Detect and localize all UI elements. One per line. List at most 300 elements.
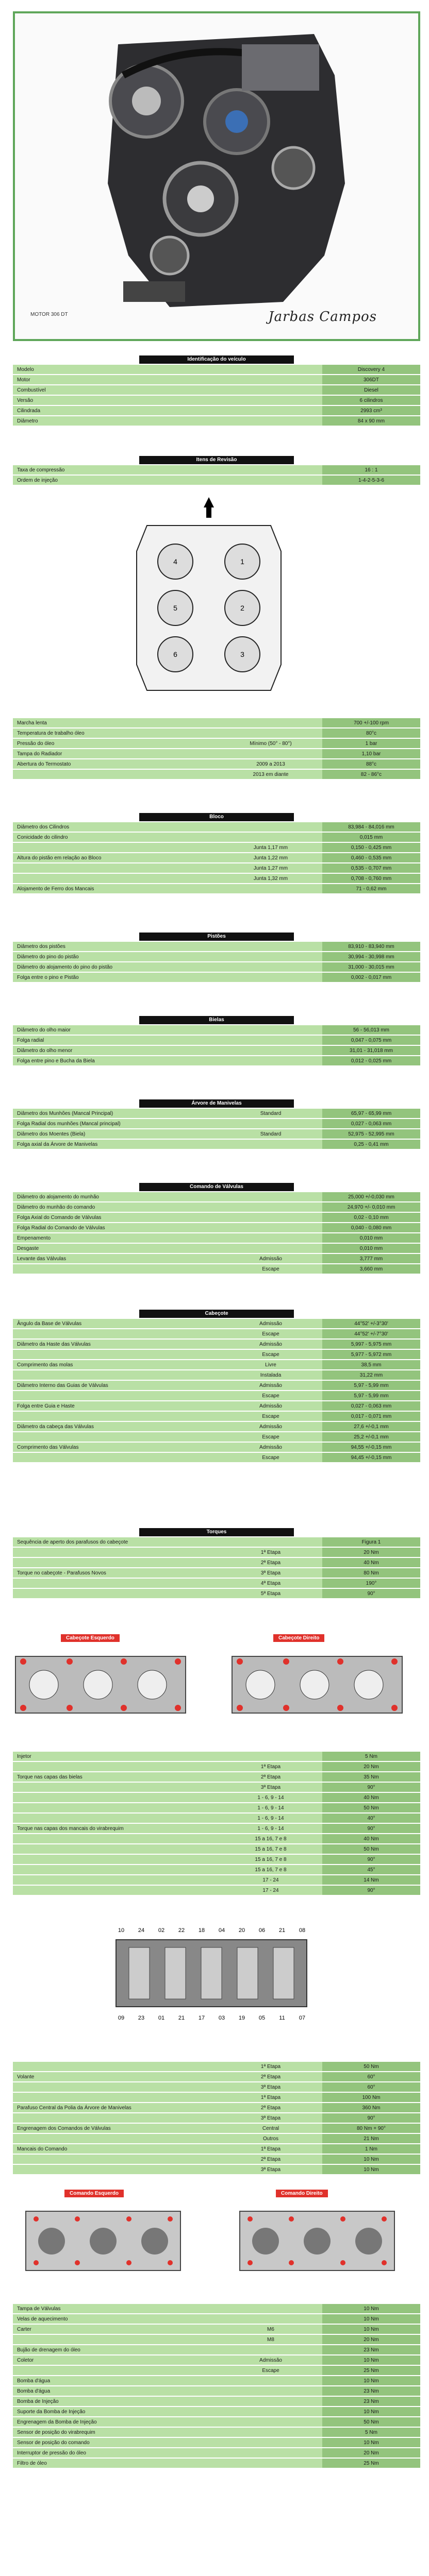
mancais-cell: 17 - 24 — [219, 1875, 322, 1885]
virabrequim-cell: 0,25 - 0,41 mm — [322, 1140, 420, 1149]
finais-cell: 23 Nm — [322, 2397, 420, 2406]
cabecote-cell — [13, 1350, 219, 1359]
volante-cell: 2ª Etapa — [219, 2155, 322, 2164]
bolt-number: 10 — [118, 1927, 125, 1934]
ident-cell: Cilindrada — [13, 406, 322, 415]
bloco-cell — [13, 843, 219, 852]
pistao-cell: 31,000 - 30,015 mm — [322, 962, 420, 972]
ident-cell: Discovery 4 — [322, 365, 420, 374]
cabecote-cell: 0,027 - 0,063 mm — [322, 1401, 420, 1411]
comando-cell: Levante das Válvulas — [13, 1254, 219, 1263]
volante-cell: Mancais do Comando — [13, 2144, 219, 2154]
cabecote-cell: Diâmetro da Haste das Válvulas — [13, 1340, 219, 1349]
virabrequim-cell: Standard — [219, 1109, 322, 1118]
mancais-row — [13, 1762, 420, 1771]
mancais-cell: 35 Nm — [322, 1772, 420, 1782]
cabecote-cell: Folga entre Guia e Haste — [13, 1401, 219, 1411]
volante-row — [13, 2124, 420, 2133]
cabecote-cell: Diâmetro da cabeça das Válvulas — [13, 1422, 219, 1431]
finais-cell: 10 Nm — [322, 2376, 420, 2385]
virabrequim-cell: Standard — [219, 1129, 322, 1139]
cabecote-cell: Escape — [219, 1350, 322, 1359]
cabecote-cell: Admissão — [219, 1422, 322, 1431]
volante-cell: 360 Nm — [322, 2103, 420, 2112]
cabecote-cell: Admissão — [219, 1401, 322, 1411]
comando-row — [13, 1192, 420, 1201]
cabecote-row — [13, 1432, 420, 1442]
ident-cell: Motor — [13, 375, 322, 384]
values-table — [13, 717, 420, 780]
pistao-row — [13, 942, 420, 951]
torques-row — [13, 1568, 420, 1578]
comando-section — [13, 1183, 420, 1275]
comando-row — [13, 1223, 420, 1232]
mancais-cell: 1 - 6, 9 - 14 — [219, 1793, 322, 1802]
cabecote-cell: 5,977 - 5,972 mm — [322, 1350, 420, 1359]
ident-header: Identificação do veículo — [139, 355, 294, 364]
biela-header: Bielas — [139, 1016, 294, 1024]
bolt-number: 21 — [278, 1927, 286, 1934]
bloco-cell: Junta 1,27 mm — [219, 863, 322, 873]
volante-row — [13, 2113, 420, 2123]
biela-cell: 31,01 - 31,018 mm — [322, 1046, 420, 1055]
cabecote-cell: Admissão — [219, 1340, 322, 1349]
torques-cell — [13, 1589, 219, 1598]
pistao-row — [13, 962, 420, 972]
finais-cell: Escape — [219, 2366, 322, 2375]
bloco-cell: 0,535 - 0,707 mm — [322, 863, 420, 873]
finais-row — [13, 2417, 420, 2427]
finais-row — [13, 2386, 420, 2396]
mancais-row — [13, 1886, 420, 1895]
cabecote-cell: 25,2 +/-0,1 mm — [322, 1432, 420, 1442]
torques-row — [13, 1548, 420, 1557]
finais-cell: Coletor — [13, 2355, 219, 2365]
bloco-cell: Diâmetro dos Cilindros — [13, 822, 219, 832]
valores-cell: Pressão do óleo — [13, 739, 219, 748]
valores-row — [13, 770, 420, 779]
biela-cell: Folga radial — [13, 1036, 322, 1045]
cabecote-header: Cabeçote — [139, 1310, 294, 1318]
revisao-header: Itens de Revisão — [139, 456, 294, 464]
bloco-cell — [219, 822, 322, 832]
volante-cell — [13, 2113, 219, 2123]
bloco-row — [13, 863, 420, 873]
tensao-cell: 16 : 1 — [322, 465, 420, 474]
finais-cell: 10 Nm — [322, 2304, 420, 2313]
biela-row — [13, 1056, 420, 1065]
bolt-number: 20 — [238, 1927, 245, 1934]
bloco-cell: Altura do pistão em relação ao Bloco — [13, 853, 219, 862]
mancais-cell — [219, 1752, 322, 1761]
bolt-number: 02 — [158, 1927, 165, 1934]
finais-cell: Sensor de posição do comando — [13, 2438, 219, 2447]
mancais-cell — [13, 1834, 219, 1843]
finais-cell — [219, 2376, 322, 2385]
torques-cell: Torque no cabeçote - Parafusos Novos — [13, 1568, 219, 1578]
mancais-cell — [13, 1793, 219, 1802]
mancais-cell: 15 a 16, 7 e 8 — [219, 1855, 322, 1864]
mancais-cell — [13, 1783, 219, 1792]
finais-row — [13, 2345, 420, 2354]
cabecote-cell — [13, 1453, 219, 1462]
valores-cell: Temperatura de trabalho óleo — [13, 728, 219, 738]
mancais-cell: 90° — [322, 1824, 420, 1833]
comando-esquerdo-label: Comando Esquerdo — [64, 2190, 124, 2197]
virabrequim-cell: 0,027 - 0,063 mm — [322, 1119, 420, 1128]
biela-row — [13, 1046, 420, 1055]
finais-row — [13, 2314, 420, 2324]
comando-row — [13, 1213, 420, 1222]
cabecote-row — [13, 1391, 420, 1400]
comando-row — [13, 1233, 420, 1243]
virabrequim-cell — [219, 1119, 322, 1128]
volante-cell: 2ª Etapa — [219, 2072, 322, 2081]
bloco-header: Bloco — [139, 813, 294, 821]
finais-cell — [13, 2335, 219, 2344]
values-section — [13, 717, 420, 780]
bolt-number: 06 — [258, 1927, 266, 1934]
comando-cell: Diâmetro do alojamento do munhão — [13, 1192, 219, 1201]
cabecote-cell: 5,97 - 5,99 mm — [322, 1381, 420, 1390]
comando-cell: 0,010 mm — [322, 1244, 420, 1253]
bloco-row — [13, 833, 420, 842]
engine-illustration — [15, 13, 418, 339]
volante-cell — [13, 2062, 219, 2071]
svg-text:4: 4 — [173, 557, 177, 566]
finais-cell — [219, 2314, 322, 2324]
mancais-cell: 50 Nm — [322, 1844, 420, 1854]
ident-cell: 306DT — [322, 375, 420, 384]
ident-cell: 2993 cm³ — [322, 406, 420, 415]
volante-cell: 10 Nm — [322, 2165, 420, 2174]
finais-cell — [219, 2448, 322, 2458]
finais-cell — [219, 2304, 322, 2313]
finais-cell: 10 Nm — [322, 2314, 420, 2324]
mancais-cell: 1 - 6, 9 - 14 — [219, 1824, 322, 1833]
torques-cell: 80 Nm — [322, 1568, 420, 1578]
finais-cell: Filtro de óleo — [13, 2459, 219, 2468]
cabecote-row — [13, 1329, 420, 1338]
torques-row — [13, 1537, 420, 1547]
finais-row — [13, 2355, 420, 2365]
cabecote-cell: Escape — [219, 1329, 322, 1338]
volante-cell: Central — [219, 2124, 322, 2133]
volante-cell: 3ª Etapa — [219, 2165, 322, 2174]
ident-cell: 84 x 90 mm — [322, 416, 420, 426]
torques-cell — [219, 1537, 322, 1547]
comando-cell: 3,660 mm — [322, 1264, 420, 1274]
valores-cell: 1 bar — [322, 739, 420, 748]
finais-cell: Bujão de drenagem do óleo — [13, 2345, 219, 2354]
torques-cell: 90° — [322, 1589, 420, 1598]
valores-cell: Abertura do Termostato — [13, 759, 219, 769]
mancais-cell: 90° — [322, 1855, 420, 1864]
mancais-row — [13, 1752, 420, 1761]
cabecote-cell: 44°52' +/-7°30' — [322, 1329, 420, 1338]
mancais-cell: 5 Nm — [322, 1752, 420, 1761]
volante-cell: 1ª Etapa — [219, 2144, 322, 2154]
mancais-table — [13, 1751, 420, 1896]
valores-row — [13, 718, 420, 727]
finais-table — [13, 2303, 420, 2469]
volante-cell: 1ª Etapa — [219, 2093, 322, 2102]
virabrequim-header: Árvore de Manivelas — [139, 1099, 294, 1108]
volante-cell: 60° — [322, 2082, 420, 2092]
finais-row — [13, 2325, 420, 2334]
comando-cell: 3,777 mm — [322, 1254, 420, 1263]
volante-cell: 3ª Etapa — [219, 2082, 322, 2092]
svg-text:5: 5 — [173, 604, 177, 612]
ident-row — [13, 375, 420, 384]
virabrequim-row — [13, 1109, 420, 1118]
bloco-cell: 0,460 - 0,535 mm — [322, 853, 420, 862]
finais-row — [13, 2397, 420, 2406]
pistao-cell: Diâmetro dos pistões — [13, 942, 322, 951]
bolt-number: 17 — [198, 2015, 205, 2021]
finais-cell: Bomba d'água — [13, 2386, 219, 2396]
volante-row — [13, 2082, 420, 2092]
cabecote-row — [13, 1401, 420, 1411]
finais-row — [13, 2376, 420, 2385]
biela-cell: Folga entre pino e Bucha da Biela — [13, 1056, 322, 1065]
finais-cell: 50 Nm — [322, 2417, 420, 2427]
virabrequim-cell: Diâmetro dos Munhões (Mancal Principal) — [13, 1109, 219, 1118]
ident-cell: Modelo — [13, 365, 322, 374]
bloco-cell: 83,984 - 84,016 mm — [322, 822, 420, 832]
virabrequim-cell: 52,975 - 52,995 mm — [322, 1129, 420, 1139]
biela-row — [13, 1025, 420, 1035]
volante-cell: 1 Nm — [322, 2144, 420, 2154]
volante-cell: 21 Nm — [322, 2134, 420, 2143]
volante-cell: 3ª Etapa — [219, 2113, 322, 2123]
volante-row — [13, 2144, 420, 2154]
biela-table — [13, 1024, 420, 1066]
pistao-table — [13, 941, 420, 983]
volante-cell: 90° — [322, 2113, 420, 2123]
mancais-cell: 1ª Etapa — [219, 1762, 322, 1771]
tensao-row — [13, 476, 420, 485]
ident-section — [13, 355, 420, 427]
volante-cell — [13, 2165, 219, 2174]
finais-cell: Engrenagem da Bomba de Injeção — [13, 2417, 219, 2427]
mancais-cell: Torque nas capas dos mancais do virabrequim — [13, 1824, 219, 1833]
comando-cell: Escape — [219, 1264, 322, 1274]
cabecote-cell: 5,997 - 5,975 mm — [322, 1340, 420, 1349]
cabecote-row — [13, 1360, 420, 1369]
mancais-cell: 40 Nm — [322, 1834, 420, 1843]
valores-cell — [219, 728, 322, 738]
volante-cell: 100 Nm — [322, 2093, 420, 2102]
engine-photo — [13, 11, 420, 341]
finais-cell — [219, 2459, 322, 2468]
finais-cell: 10 Nm — [322, 2325, 420, 2334]
pistao-header: Pistões — [139, 933, 294, 941]
finais-row — [13, 2366, 420, 2375]
mancais-cell: 3ª Etapa — [219, 1783, 322, 1792]
cabecote-row — [13, 1443, 420, 1452]
comando-cell: Empenamento — [13, 1233, 219, 1243]
biela-row — [13, 1036, 420, 1045]
valores-cell: Marcha lenta — [13, 718, 219, 727]
finais-row — [13, 2428, 420, 2437]
bloco-cell: Junta 1,22 mm — [219, 853, 322, 862]
cabecote-row — [13, 1422, 420, 1431]
comando-row — [13, 1244, 420, 1253]
cabecote-cell: Admissão — [219, 1443, 322, 1452]
comando-cell: 0,010 mm — [322, 1233, 420, 1243]
torques-cell: 2ª Etapa — [219, 1558, 322, 1567]
mancais-cell: Torque nas capas das bielas — [13, 1772, 219, 1782]
mancais-cell — [13, 1814, 219, 1823]
volante-section — [13, 2061, 420, 2175]
torques-cell: 190° — [322, 1579, 420, 1588]
comando-cell — [219, 1244, 322, 1253]
volante-cell: Engrenagem dos Comandos de Válvulas — [13, 2124, 219, 2133]
cabecote-cell: 44°52' +/-3°30' — [322, 1319, 420, 1328]
finais-cell: 25 Nm — [322, 2459, 420, 2468]
mancais-cell: 50 Nm — [322, 1803, 420, 1812]
finais-cell: Bomba de Injeção — [13, 2397, 219, 2406]
cabecote-cell: 5,97 - 5,99 mm — [322, 1391, 420, 1400]
comando-cell — [219, 1202, 322, 1212]
mancais-row — [13, 1865, 420, 1874]
cabecote-cell: Admissão — [219, 1381, 322, 1390]
svg-text:6: 6 — [173, 650, 177, 658]
pistao-section — [13, 933, 420, 983]
cabecote-row — [13, 1319, 420, 1328]
finais-row — [13, 2335, 420, 2344]
comando-cell — [13, 1264, 219, 1274]
cabecote-direito-diagram — [229, 1646, 405, 1723]
valores-row — [13, 728, 420, 738]
mancais-cell — [13, 1803, 219, 1812]
finais-row — [13, 2304, 420, 2313]
pistao-row — [13, 973, 420, 982]
cabecote-cell: Admissão — [219, 1319, 322, 1328]
finais-cell — [219, 2407, 322, 2416]
volante-cell: Parafuso Central da Polia da Árvore de Manivelas — [13, 2103, 219, 2112]
virabrequim-cell: 65,97 - 65,99 mm — [322, 1109, 420, 1118]
finais-cell — [219, 2386, 322, 2396]
cabecote-cell: Ângulo da Base de Válvulas — [13, 1319, 219, 1328]
revisao-section — [13, 456, 420, 486]
comando-header: Comando de Válvulas — [139, 1183, 294, 1191]
comando-cell: Desgaste — [13, 1244, 219, 1253]
virabrequim-cell — [219, 1140, 322, 1149]
volante-cell — [13, 2155, 219, 2164]
volante-cell: Outros — [219, 2134, 322, 2143]
bedplate-diagram — [101, 1917, 322, 2030]
finais-cell: M8 — [219, 2335, 322, 2344]
cabecote-cell: Escape — [219, 1432, 322, 1442]
cabecote-row — [13, 1381, 420, 1390]
mancais-cell: 15 a 16, 7 e 8 — [219, 1844, 322, 1854]
comando-cell — [219, 1223, 322, 1232]
ident-row — [13, 365, 420, 374]
torques-table — [13, 1536, 420, 1599]
valores-row — [13, 749, 420, 758]
volante-row — [13, 2062, 420, 2071]
valores-cell — [219, 718, 322, 727]
volante-cell — [13, 2093, 219, 2102]
finais-cell: Tampa de Válvulas — [13, 2304, 219, 2313]
mancais-section — [13, 1751, 420, 1896]
comando-esquerdo-diagram — [21, 2201, 186, 2283]
cabecote-row — [13, 1412, 420, 1421]
virabrequim-row — [13, 1129, 420, 1139]
torques-cell: Sequência de aperto dos parafusos do cabeçote — [13, 1537, 219, 1547]
finais-cell — [219, 2397, 322, 2406]
comando-cell — [219, 1192, 322, 1201]
bloco-cell: Junta 1,17 mm — [219, 843, 322, 852]
mancais-row — [13, 1803, 420, 1812]
valores-cell: Tampa do Radiador — [13, 749, 219, 758]
volante-cell: 50 Nm — [322, 2062, 420, 2071]
bolt-number: 23 — [138, 2015, 145, 2021]
cabecote-cell: 94,55 +/-0,15 mm — [322, 1443, 420, 1452]
svg-text:1: 1 — [240, 557, 244, 566]
bolt-number: 03 — [218, 2015, 225, 2021]
torques-section — [13, 1528, 420, 1599]
valores-cell: 88°c — [322, 759, 420, 769]
virabrequim-row — [13, 1119, 420, 1128]
bloco-cell — [13, 863, 219, 873]
tensao-cell: 1-4-2-5-3-6 — [322, 476, 420, 485]
tensao-row — [13, 465, 420, 474]
finais-cell: 20 Nm — [322, 2448, 420, 2458]
pistao-cell: Folga entre o pino e Pistão — [13, 973, 322, 982]
valores-row — [13, 739, 420, 748]
finais-cell: Carter — [13, 2325, 219, 2334]
revisao-table — [13, 464, 420, 486]
volante-row — [13, 2093, 420, 2102]
valores-cell: 80°c — [322, 728, 420, 738]
volante-cell: 1ª Etapa — [219, 2062, 322, 2071]
finais-cell — [219, 2428, 322, 2437]
tensao-cell: Taxa de compressão — [13, 465, 322, 474]
finais-row — [13, 2459, 420, 2468]
bloco-row — [13, 843, 420, 852]
bolt-number: 18 — [198, 1927, 205, 1934]
valores-row — [13, 759, 420, 769]
biela-cell: 0,012 - 0,025 mm — [322, 1056, 420, 1065]
bloco-table — [13, 821, 420, 894]
mancais-cell — [13, 1886, 219, 1895]
mancais-cell — [13, 1875, 219, 1885]
finais-cell: 23 Nm — [322, 2345, 420, 2354]
mancais-cell: 17 - 24 — [219, 1886, 322, 1895]
finais-cell: Admissão — [219, 2355, 322, 2365]
bloco-cell: Conicidade do cilindro — [13, 833, 219, 842]
finais-cell — [219, 2417, 322, 2427]
mancais-cell: 15 a 16, 7 e 8 — [219, 1834, 322, 1843]
bolt-number: 22 — [178, 1927, 185, 1934]
tensao-cell: Ordem de injeção — [13, 476, 322, 485]
cabecote-row — [13, 1453, 420, 1462]
comando-table — [13, 1191, 420, 1275]
cabecote-cell: 27,6 +/-0,1 mm — [322, 1422, 420, 1431]
ident-cell: Versão — [13, 396, 322, 405]
mancais-cell: 90° — [322, 1886, 420, 1895]
torques-cell — [13, 1558, 219, 1567]
torques-cell: 4ª Etapa — [219, 1579, 322, 1588]
valores-cell: 700 +/-100 rpm — [322, 718, 420, 727]
cabecote-cell: 0,017 - 0,071 mm — [322, 1412, 420, 1421]
torques-cell: 20 Nm — [322, 1548, 420, 1557]
mancais-row — [13, 1855, 420, 1864]
torques-cell: 3ª Etapa — [219, 1568, 322, 1578]
